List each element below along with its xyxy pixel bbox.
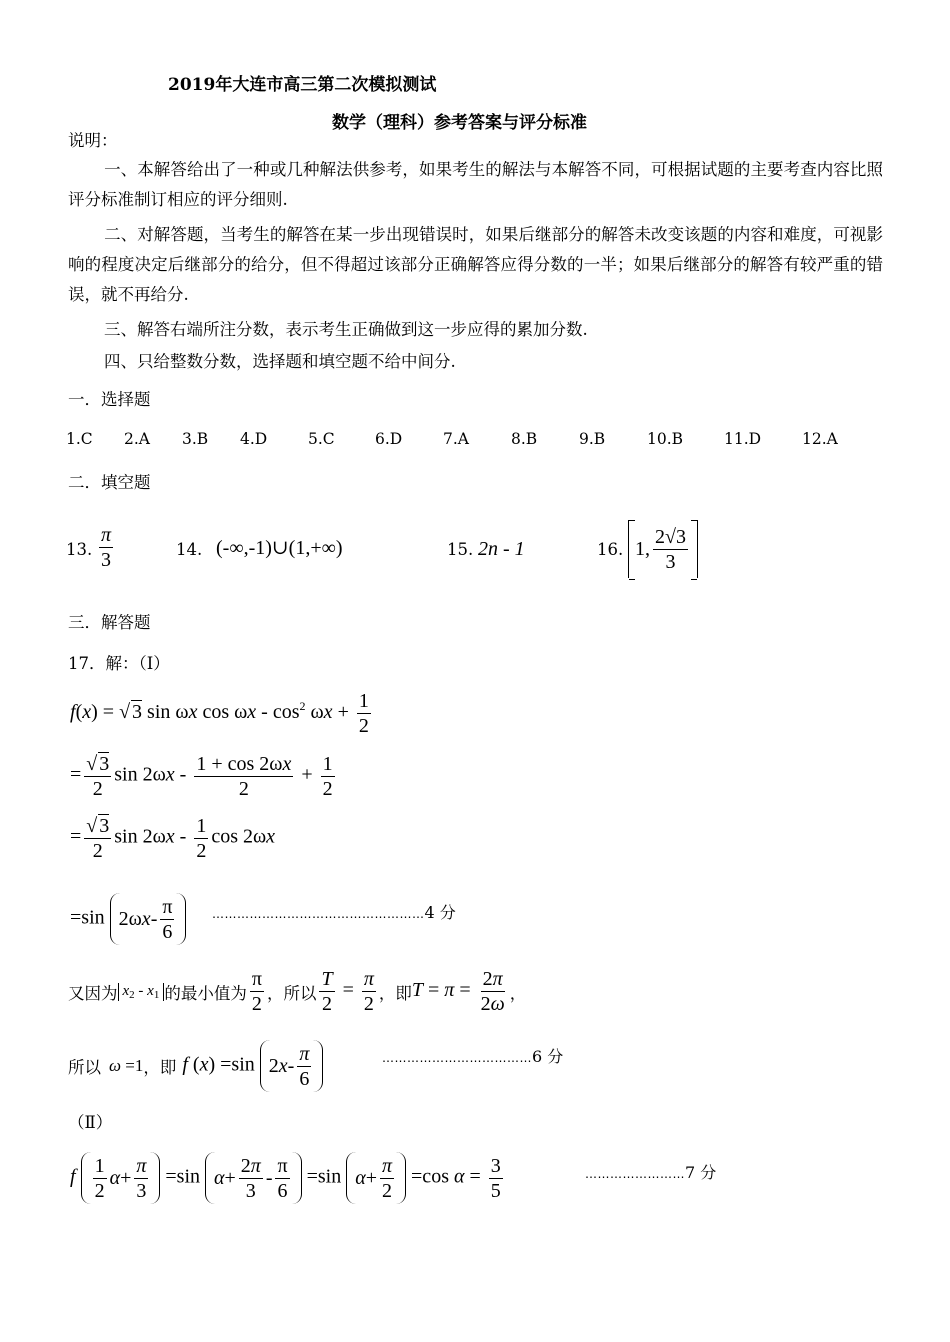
- leader-dots: ……………………: [585, 1167, 685, 1181]
- choice-4: 4.D: [240, 430, 268, 448]
- part2-label: （Ⅱ）: [68, 1113, 113, 1132]
- solution-line-4: =sin 2ω x - $\frac{\pi}{6}$: [70, 893, 186, 945]
- leader-dots: ………………………………: [382, 1051, 532, 1065]
- choice-6: 6.D: [375, 430, 403, 448]
- fill-label-15: 15.: [447, 540, 474, 559]
- period-text-c: ，所以: [266, 983, 317, 1003]
- period-text-b: 的最小值为: [164, 983, 247, 1003]
- choice-5: 5.C: [308, 430, 335, 448]
- fraction-denominator: 3: [101, 549, 112, 571]
- note-text: 四、只给整数分数，选择题和填空题不给中间分.: [104, 352, 456, 371]
- note-item-4: [68, 347, 883, 377]
- choice-10: 10.B: [647, 430, 684, 448]
- note-text: 一、本解答给出了一种或几种解法供参考，如果考生的解法与本解答不同，可根据试题的主要考查内容比照评分标准制订相应的评分细则.: [68, 160, 883, 209]
- fill-label-13: 13.: [66, 540, 93, 559]
- omega-text-f: 所以: [68, 1058, 101, 1077]
- choice-1: 1.C: [66, 430, 93, 448]
- choice-12: 12.A: [802, 430, 838, 448]
- section1-heading: 一．选择题: [68, 390, 151, 409]
- omega-text-g: ，即: [143, 1058, 177, 1077]
- omega-value: ω =1: [109, 1056, 144, 1075]
- abs-diff: $x_2 - x_1$: [118, 983, 165, 1001]
- choice-2: 2.A: [124, 430, 150, 448]
- half-pi: $\frac{\pi}{2}$: [251, 968, 262, 1015]
- choice-9: 9.B: [579, 430, 606, 448]
- f-result: f (x) =sin 2 x - $\frac{\pi}{6}$: [182, 1040, 323, 1092]
- q17-label: 17．解：（Ⅰ）: [68, 654, 170, 673]
- t-over-2: $\frac{T}{2}$ = $\frac{\pi}{2}$: [321, 968, 374, 1015]
- leader-dots: ……………………………………………: [212, 907, 425, 921]
- part2-line: f $\frac{1}{2}$ α + $\frac{\pi}{3}$ =sin α + $\frac{2\pi}{3}$ - $\frac{\pi}{6}$ =sin α + $\frac{\pi}{2}$ =cos α = $\frac{3}{5}$: [70, 1152, 506, 1204]
- section2-heading: 二．填空题: [68, 473, 151, 492]
- interval-start: 1,: [635, 537, 650, 560]
- fill-label-14: 14.: [176, 540, 203, 559]
- fill-answer-15: 2n - 1: [478, 538, 525, 560]
- fraction-numerator: 2√3: [655, 525, 686, 548]
- score-7: 7 分: [685, 1163, 717, 1182]
- fraction-numerator: π: [101, 524, 112, 546]
- page-title: 2019年大连市高三第二次模拟测试: [168, 75, 437, 95]
- score-row-6: [382, 1044, 563, 1067]
- choice-8: 8.B: [511, 430, 538, 448]
- note-item-3: [68, 315, 883, 345]
- note-item-1: [68, 155, 883, 215]
- note-text: 二、对解答题，当考生的解答在某一步出现错误时，如果后继部分的解答未改变该题的内容和难度，可视影响的程度决定后继部分的给分，但不得超过该部分正确解答应得分数的一半；如果后继部分的解答有较严重的错误，就不再给分.: [68, 225, 883, 304]
- period-text-a: 又因为: [68, 983, 118, 1003]
- omega-line: [68, 1040, 323, 1092]
- fraction-denominator: 3: [665, 550, 676, 573]
- period-text-e: ，: [509, 983, 527, 1003]
- score-row-7: [585, 1160, 716, 1183]
- choice-7: 7.A: [443, 430, 469, 448]
- solution-line-2: = $\frac{√ 3}{2}$ sin 2ωx - $\frac{1 + \cos 2\omega x}{2}$ + $\frac{1}{2}$: [70, 752, 333, 800]
- score-row-4: [212, 900, 456, 923]
- note-text: 三、解答右端所注分数，表示考生正确做到这一步应得的累加分数.: [104, 320, 588, 339]
- t-equals: T = π = $\frac{2\pi}{2\omega}$: [411, 968, 505, 1015]
- solution-line-1: f(x) = √ 3 sin ωx cos ωx - $\cos^2 \omega x$ + $\frac{1}{2}$: [70, 690, 369, 737]
- score-6: 6 分: [532, 1047, 564, 1066]
- score-4: 4 分: [424, 903, 456, 922]
- fill-answer-14: (-∞,-1)∪(1,+∞): [216, 537, 343, 559]
- fill-answer-13: [96, 524, 116, 571]
- fill-answer-16: [628, 520, 698, 578]
- note-item-2: [68, 220, 883, 310]
- period-line: [68, 968, 526, 1015]
- choice-11: 11.D: [724, 430, 762, 448]
- choice-3: 3.B: [182, 430, 209, 448]
- solution-line-3: = $\frac{√ 3}{2}$ sin 2ωx - $\frac{1}{2}$ cos 2ωx: [70, 814, 276, 862]
- fill-label-16: 16.: [597, 540, 624, 559]
- section3-heading: 三．解答题: [68, 613, 151, 632]
- page-subtitle: 数学（理科）参考答案与评分标准: [332, 113, 587, 133]
- notes-heading: 说明：: [68, 131, 118, 150]
- period-text-d: ，即: [378, 983, 412, 1003]
